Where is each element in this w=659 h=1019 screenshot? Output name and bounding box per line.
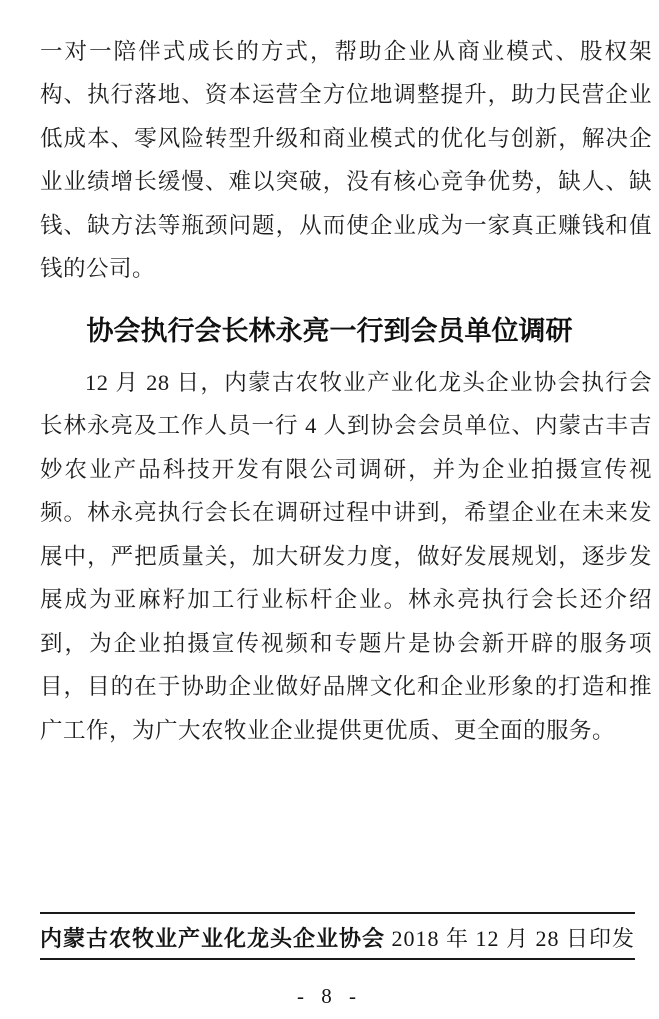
footer-print-date: 2018 年 12 月 28 日印发 <box>391 925 635 951</box>
page-number: - 8 - <box>297 984 362 1008</box>
footer-divider-top <box>40 912 635 914</box>
body-paragraph-article: 12 月 28 日，内蒙古农牧业产业化龙头企业协会执行会长林永亮及工作人员一行 4 人到协会会员单位、内蒙古丰吉妙农业产品科技开发有限公司调研，并为企业拍摄宣传视频。林永亮执行会长在调研过程中讲到，希望企业在未来发展中，严把质量关，加大研发力度，做好发展规划，逐步发展成为亚麻籽加工行业标杆企业。林永亮执行会长还介绍到，为企业拍摄宣传视频和专题片是协会新开辟的服务项目，目的在于协助企业做好品牌文化和企业形象的打造和推广工作，为广大农牧业企业提供更优质、更全面的服务。 <box>40 369 652 743</box>
footer-issuer: 内蒙古农牧业产业化龙头企业协会 <box>40 925 386 951</box>
article-heading: 协会执行会长林永亮一行到会员单位调研 <box>86 316 573 347</box>
body-paragraph-continuation: 一对一陪伴式成长的方式，帮助企业从商业模式、股权架构、执行落地、资本运营全方位地调整提升，助力民营企业低成本、零风险转型升级和商业模式的优化与创新，解决企业业绩增长缓慢、难以突破，没有核心竞争优势，缺人、缺钱、缺方法等瓶颈问题，从而使企业成为一家真正赚钱和值钱的公司。 <box>40 38 652 281</box>
footer-imprint-row <box>40 920 635 954</box>
footer-divider-bottom <box>40 958 635 960</box>
